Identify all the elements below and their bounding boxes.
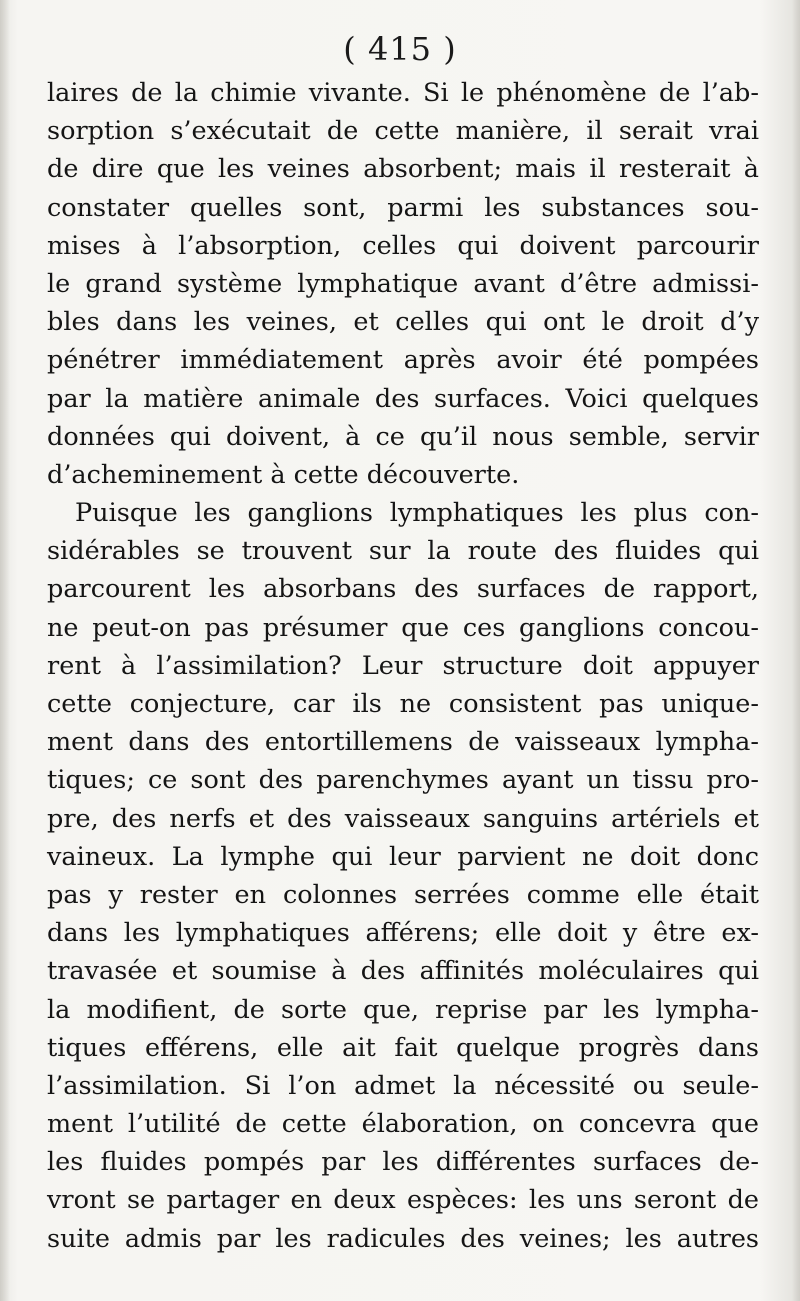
text-line: cette conjecture, car ils ne consistent pas unique- [47, 689, 759, 719]
text-line: pas y rester en colonnes serrées comme elle était [47, 879, 759, 910]
text-line: de dire que les veines absorbent; mais il resterait à [47, 154, 759, 185]
text-line: Puisque les ganglions lymphatiques les plus con- [75, 498, 759, 529]
text-line: pre, des nerfs et des vaisseaux sanguins artériels et [47, 803, 759, 834]
text-line: laires de la chimie vivante. Si le phénomène de l’ab- [47, 78, 759, 108]
text-line: ne peut-on pas présumer que ces ganglions concou- [47, 612, 759, 643]
text-line: travasée et soumise à des affinités moléculaires qui [47, 956, 759, 987]
text-line: vront se partager en deux espèces: les uns seront de [47, 1185, 759, 1216]
text-line: ment l’utilité de cette élaboration, on concevra que [47, 1109, 759, 1140]
text-line: l’assimilation. Si l’on admet la nécessité ou seule- [47, 1070, 759, 1101]
text-line: les fluides pompés par les différentes surfaces de- [47, 1147, 759, 1178]
text-line: tiques; ce sont des parenchymes ayant un tissu pro- [47, 765, 759, 796]
text-line: d’acheminement à cette découverte. [47, 459, 520, 490]
text-line: ment dans des entortillemens de vaisseaux lympha- [47, 727, 759, 758]
text-line: le grand système lymphatique avant d’être admissi- [47, 268, 759, 299]
page-shadow-right [792, 0, 800, 1301]
page-number: ( 415 ) [343, 30, 457, 68]
text-line: bles dans les veines, et celles qui ont le droit d’y [47, 307, 759, 338]
text-line: sorption s’exécutait de cette manière, il serait vrai [47, 116, 759, 147]
text-line: mises à l’absorption, celles qui doivent parcourir [47, 230, 759, 261]
text-line: dans les lymphatiques afférens; elle doit y être ex- [47, 918, 759, 949]
text-line: rent à l’assimilation? Leur structure doit appuyer [47, 650, 759, 681]
text-line: pénétrer immédiatement après avoir été pompées [47, 345, 759, 376]
page-shadow-left [0, 0, 10, 1301]
body-text [47, 74, 759, 1258]
text-line: constater quelles sont, parmi les substances sou- [47, 192, 759, 223]
text-line: vaineux. La lymphe qui leur parvient ne doit donc [47, 841, 759, 872]
text-line: données qui doivent, à ce qu’il nous semble, servir [47, 421, 759, 452]
text-line: suite admis par les radicules des veines; les autres [47, 1223, 759, 1254]
text-line: la modifient, de sorte que, reprise par les lympha- [47, 994, 759, 1025]
text-line: sidérables se trouvent sur la route des fluides qui [47, 536, 759, 567]
text-line: tiques efférens, elle ait fait quelque progrès dans [47, 1032, 759, 1063]
text-line: par la matière animale des surfaces. Voici quelques [47, 383, 759, 414]
text-line: parcourent les absorbans des surfaces de rapport, [47, 574, 759, 605]
